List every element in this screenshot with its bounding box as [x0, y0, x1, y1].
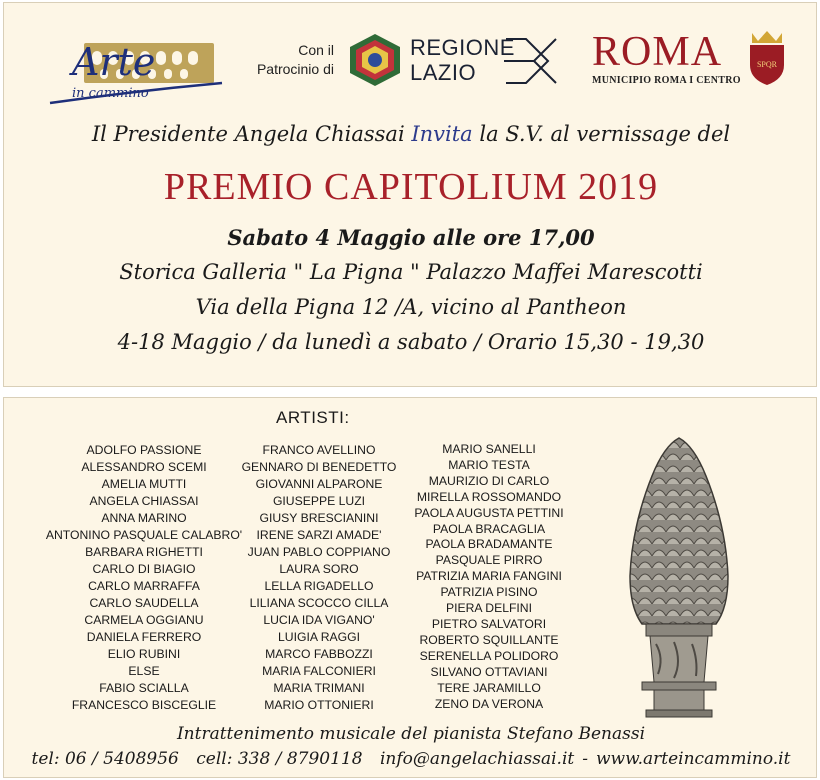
artists-column-1 — [34, 442, 254, 714]
separator: - — [582, 749, 588, 769]
telephone: tel: 06 / 5408956 — [31, 749, 179, 769]
artist-name: GIOVANNI ALPARONE — [255, 477, 383, 491]
arte-in-cammino-logo — [44, 13, 224, 108]
artist-name: ROBERTO SQUILLANTE — [419, 632, 559, 647]
regione-lazio-arrow-icon — [504, 35, 559, 87]
region-line-2: LAZIO — [410, 60, 477, 85]
event-hours: 4-18 Maggio / da lunedì a sabato / Orario 15,30 - 19,30 — [117, 330, 705, 354]
svg-text:in cammino: in cammino — [72, 86, 149, 101]
artist-name: PIETRO SALVATORI — [431, 616, 547, 631]
artist-name: MIRELLA ROSSOMANDO — [416, 489, 562, 504]
artist-name: DANIELA FERRERO — [86, 630, 202, 644]
artist-name: IRENE SARZI AMADE' — [256, 528, 382, 542]
artist-name: BARBARA RIGHETTI — [85, 545, 203, 559]
regione-lazio-label — [410, 35, 515, 85]
regione-lazio-crest-icon — [349, 33, 401, 87]
artist-name: ANGELA CHIASSAI — [89, 494, 199, 508]
artist-name: ANTONINO PASQUALE CALABRO' — [45, 528, 243, 542]
invitation-header-panel — [3, 2, 817, 387]
patronage-line-1: Con il — [298, 42, 334, 58]
artist-name: JUAN PABLO COPPIANO — [247, 545, 391, 559]
artist-name: ELIO RUBINI — [107, 647, 181, 661]
artist-name: CARLO SAUDELLA — [89, 596, 199, 610]
roma-logo-text: ROMA — [592, 29, 723, 75]
artist-name: CARMELA OGGIANU — [84, 613, 204, 627]
artist-name: MARIO TESTA — [448, 457, 530, 472]
artist-name: LUCIA IDA VIGANO' — [263, 613, 375, 627]
artist-name: MARIA TRIMANI — [273, 681, 365, 695]
artist-name: PASQUALE PIRRO — [435, 553, 543, 568]
artist-name: MARIA FALCONIERI — [262, 664, 376, 678]
artist-name: GIUSY BRESCIANINI — [259, 511, 379, 525]
event-date: Sabato 4 Maggio alle ore 17,00 — [227, 225, 595, 250]
artist-name: AMELIA MUTTI — [101, 477, 187, 491]
artist-name: LUIGIA RAGGI — [278, 630, 360, 644]
artist-name: FRANCESCO BISCEGLIE — [71, 698, 217, 712]
roma-shield-icon — [746, 29, 788, 87]
artist-name: SILVANO OTTAVIANI — [430, 664, 548, 679]
artist-name: MAURIZIO DI CARLO — [428, 473, 550, 488]
invitation-post: la S.V. al vernissage del — [472, 122, 731, 146]
music-note: Intrattenimento musicale del pianista Stefano Benassi — [176, 724, 646, 744]
artist-name: FRANCO AVELLINO — [262, 443, 376, 457]
artist-name: ELSE — [128, 664, 160, 678]
artist-name: PAOLA BRADAMANTE — [425, 537, 553, 552]
artist-name: CARLO DI BIAGIO — [92, 562, 196, 576]
artist-name: FABIO SCIALLA — [99, 681, 189, 695]
region-line-1: REGIONE — [410, 35, 515, 60]
artist-name: MARIO SANELLI — [442, 442, 536, 456]
invitation-pre: Il Presidente Angela Chiassai — [91, 122, 412, 146]
artist-name: PATRIZIA MARIA FANGINI — [416, 569, 562, 584]
artist-name: GENNARO DI BENEDETTO — [241, 460, 397, 474]
event-venue: Storica Galleria " La Pigna " Palazzo Maffei Marescotti — [119, 260, 703, 284]
artists-heading: ARTISTI: — [276, 408, 350, 427]
artist-name: CARLO MARRAFFA — [88, 579, 200, 593]
artist-name: TERE JARAMILLO — [437, 680, 541, 695]
event-title: PREMIO CAPITOLIUM 2019 — [163, 166, 659, 208]
artist-name: LAURA SORO — [279, 562, 359, 576]
artist-name: GIUSEPPE LUZI — [272, 494, 366, 508]
artist-name: ALESSANDRO SCEMI — [81, 460, 207, 474]
cellphone: cell: 338 / 8790118 — [196, 749, 363, 769]
artist-name: PAOLA BRACAGLIA — [432, 521, 546, 536]
artists-panel — [3, 397, 817, 778]
patronage-line-2: Patrocinio di — [256, 61, 334, 77]
artist-name: PIERA DELFINI — [445, 601, 532, 616]
artist-name: ZENO DA VERONA — [434, 696, 544, 711]
email-link[interactable]: info@angelachiassai.it — [379, 749, 575, 769]
event-address: Via della Pigna 12 /A, vicino al Pantheon — [195, 295, 627, 319]
artists-column-2 — [234, 442, 404, 714]
artist-name: MARCO FABBOZZI — [265, 647, 373, 661]
artist-name: LILIANA SCOCCO CILLA — [249, 596, 389, 610]
artist-name: ADOLFO PASSIONE — [86, 443, 202, 457]
artist-name: PATRIZIA PISINO — [440, 585, 538, 600]
artists-column-3 — [399, 442, 579, 712]
website-link[interactable]: www.arteincammino.it — [595, 749, 791, 769]
artist-name: PAOLA AUGUSTA PETTINI — [414, 505, 564, 520]
pine-cone-sculpture-image — [624, 436, 734, 718]
municipio-label: MUNICIPIO ROMA I CENTRO — [592, 75, 741, 86]
svg-text:Arte: Arte — [72, 40, 156, 84]
artist-name: LELLA RIGADELLO — [264, 579, 374, 593]
contact-line — [4, 749, 818, 769]
patronage-label — [254, 41, 334, 79]
invitation-line — [4, 122, 818, 146]
artist-name: SERENELLA POLIDORO — [419, 648, 559, 663]
artist-name: MARIO OTTONIERI — [264, 698, 374, 712]
artist-name: ANNA MARINO — [101, 511, 187, 525]
svg-text:SPQR: SPQR — [756, 60, 778, 69]
invitation-highlight: Invita — [411, 122, 473, 146]
